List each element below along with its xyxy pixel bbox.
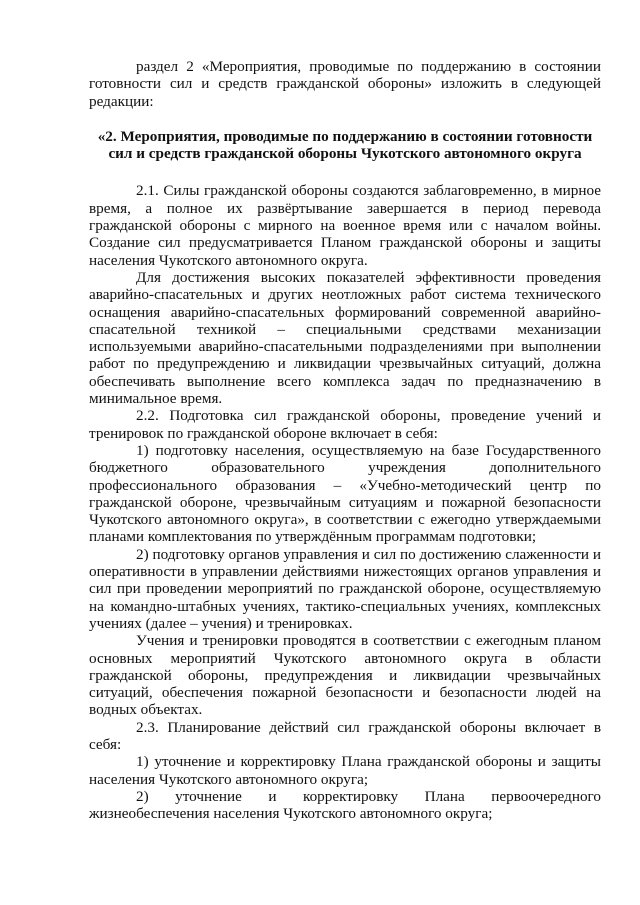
list-item-management-training: 2) подготовку органов управления и сил по достижению слаженности и оперативности в управлении действиями нижестоящих органов управления и сил при проведении мероприятий по гражданской обороне, осуществляемую на командно-штабных учениях, тактико-специальных учениях, комплексных учениях (далее – учения) и тренировках. (89, 545, 601, 632)
paragraph-equipment: Для достижения высоких показателей эффективности проведения аварийно-спасательных и других неотложных работ система технического оснащения аварийно-спасательных формирований современной аварийно-спасательной техникой – специальными средствами механизации используемыми аварийно-спасательными подразделениями при выполнении работ по предупреждению и ликвидации чрезвычайных ситуаций, должна обеспечивать выполнение всего комплекса задач по предназначению в минимальное время. (89, 268, 601, 408)
paragraph-2-1: 2.1. Силы гражданской обороны создаются заблаговременно, в мирное время, а полное их развёртывание завершается в период перевода гражданской обороны с мирного на военное время или с началом войны. Создание сил предусматривается Планом гражданской обороны и защиты населения Чукотского автономного округа. (89, 182, 601, 269)
section-heading-line-2: сил и средств гражданской обороны Чукотского автономного округа (108, 145, 582, 163)
list-item-life-support-plan: 2) уточнение и корректировку Плана первоочередного жизнеобеспечения населения Чукотского автономного округа; (89, 787, 601, 823)
intro-paragraph: раздел 2 «Мероприятия, проводимые по поддержанию в состоянии готовности сил и средств гражданской обороны» изложить в следующей редакции: (89, 58, 601, 110)
section-heading-line-1: «2. Мероприятия, проводимые по поддержанию в состоянии готовности (97, 127, 593, 145)
paragraph-2-2: 2.2. Подготовка сил гражданской обороны, проведение учений и тренировок по гражданской обороне включает в себя: (89, 407, 601, 442)
paragraph-exercises: Учения и тренировки проводятся в соответствии с ежегодным планом основных мероприятий Чукотского автономного округа в области гражданской обороны, предупреждения и ликвидации чрезвычайных ситуаций, обеспечения пожарной безопасности и безопасности людей на водных объектах. (89, 632, 601, 719)
document-body (89, 58, 601, 822)
section-heading (89, 128, 601, 163)
paragraph-2-3: 2.3. Планирование действий сил гражданской обороны включает в себя: (89, 718, 601, 753)
list-item-population-training: 1) подготовку населения, осуществляемую на базе Государственного бюджетного образовательного учреждения дополнительного профессионального образования – «Учебно-методический центр по гражданской обороне, чрезвычайным ситуациям и пожарной безопасности Чукотского автономного округа», в соответствии с ежегодно утверждаемыми планами комплектования по утверждённым программам подготовки; (89, 441, 601, 546)
list-item-plan-update: 1) уточнение и корректировку Плана гражданской обороны и защиты населения Чукотского автономного округа; (89, 753, 601, 788)
